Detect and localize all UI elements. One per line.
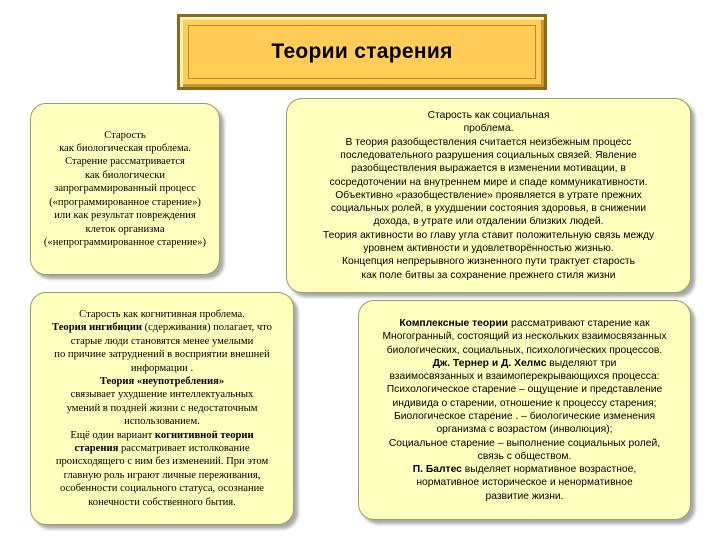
card-line: особенности социального статуса, осознание: [60, 483, 264, 495]
card-line: дохода, в утрате или отдалении близких людей.: [373, 216, 604, 228]
card-line: старые люди становятся менее умелыми: [70, 335, 254, 347]
card-line: развитие жизни.: [485, 490, 564, 502]
term-bold: Теория ингибиции: [52, 322, 142, 334]
card-line: Теория активности во главу угла ставит положительную связь между: [322, 229, 655, 241]
card-line: В теория разобществления считается неизбежным процесс: [345, 136, 632, 148]
card-line: Биологическое старение . – биологические изменения: [393, 411, 656, 422]
card-line: уровнем активности и удовлетворённостью жизнью.: [363, 243, 614, 255]
card-line: [70, 429, 253, 442]
card-heading: Старость: [104, 129, 146, 141]
title-box: [177, 14, 547, 90]
card-line: Концепция непрерывного жизненного пути трактует старость: [342, 256, 635, 268]
term-bold: когнитивной теории: [154, 429, 254, 441]
card-line: происходящего с ним без изменений. При этом: [55, 456, 269, 468]
card-line: Социальное старение – выполнение социальных ролей,: [388, 437, 661, 449]
card-complex-theories: [358, 300, 691, 520]
diagram-title: Теории старения: [271, 40, 453, 63]
card-text: выделяет нормативное возрастное,: [461, 464, 637, 476]
card-text: рассматривает истолкование: [118, 443, 250, 455]
card-line: главную роль играют личные переживания,: [63, 469, 261, 481]
card-line: [100, 375, 224, 388]
card-line: [433, 357, 617, 370]
card-line: («непрограммированное старение»): [43, 236, 207, 248]
card-line: связь с обществом.: [477, 450, 572, 462]
card-line: [413, 463, 637, 476]
card-line: по причине затруднений в восприятии внешней: [54, 349, 270, 361]
card-text: (сдерживания) полагает, что: [141, 322, 272, 334]
card-line: последовательного разрушения социальных связей. Явление: [340, 149, 637, 161]
card-text: выделяют три: [546, 357, 617, 369]
card-line: [52, 321, 272, 334]
card-line: разобществления выражается в изменении мотивации, в: [351, 163, 626, 175]
card-line: Многогранный, состоящий из нескольких взаимосвязанных: [382, 331, 667, 343]
card-line: индивида о старении, отношение к процессу старения;: [392, 397, 657, 409]
card-line: Психологическое старение – ощущение и представление: [386, 384, 663, 396]
card-line: умений в поздней жизни с недостаточным: [66, 402, 258, 414]
term-bold: Теория «неупотребления»: [99, 375, 225, 387]
card-heading: Старость как социальная: [427, 110, 550, 122]
card-line: использованием.: [124, 416, 200, 428]
card-line: [399, 317, 649, 330]
card-line: Объективно «разобществление» проявляется в утрате прежних: [335, 189, 642, 201]
card-heading: Старость как когнитивная проблема.: [79, 308, 245, 320]
card-line: информации .: [130, 362, 194, 374]
card-line: сосредоточении на внутреннем мире и спаде коммуникативности.: [329, 176, 648, 188]
term-bold: Комплексные теории: [399, 317, 509, 329]
card-line: («программированное старение»): [49, 196, 201, 208]
card-line: биологических, социальных, психологических процессов.: [386, 344, 663, 356]
card-text: Ещё один вариант: [70, 429, 155, 441]
card-biological-theory: [30, 103, 220, 275]
card-line: конечности собственного бытия.: [88, 496, 236, 508]
term-bold: Дж. Тернер и Д. Хелмс: [432, 357, 547, 369]
card-line: [74, 442, 249, 455]
card-line: как биологически: [84, 169, 166, 181]
card-line: социальных ролей, в ухудшении состояния здоровья, в снижении: [330, 203, 647, 215]
card-line: как поле битвы за сохранение прежнего стиля жизни: [361, 269, 616, 281]
card-line: организма с возрастом (инволюция);: [436, 424, 613, 436]
card-social-theory: [286, 98, 691, 293]
card-line: связывает ухудшение интеллектуальных: [70, 389, 254, 401]
card-line: как биологическая проблема.: [59, 143, 191, 155]
card-heading: проблема.: [463, 123, 514, 135]
card-line: Старение рассматривается: [65, 156, 185, 168]
card-line: запрограммированный процесс: [54, 183, 196, 195]
card-text: рассматривают старение как: [508, 317, 650, 329]
card-cognitive-theory: [30, 292, 294, 525]
term-bold: П. Балтес: [412, 464, 462, 476]
card-line: клеток организма: [85, 223, 165, 235]
card-line: нормативное историческое и ненормативное: [416, 477, 633, 489]
card-line: или как результат повреждения: [54, 210, 196, 222]
term-bold: старения: [74, 443, 119, 455]
card-line: взаимосвязанных и взаимоперекрывающихся процесса:: [389, 371, 660, 383]
